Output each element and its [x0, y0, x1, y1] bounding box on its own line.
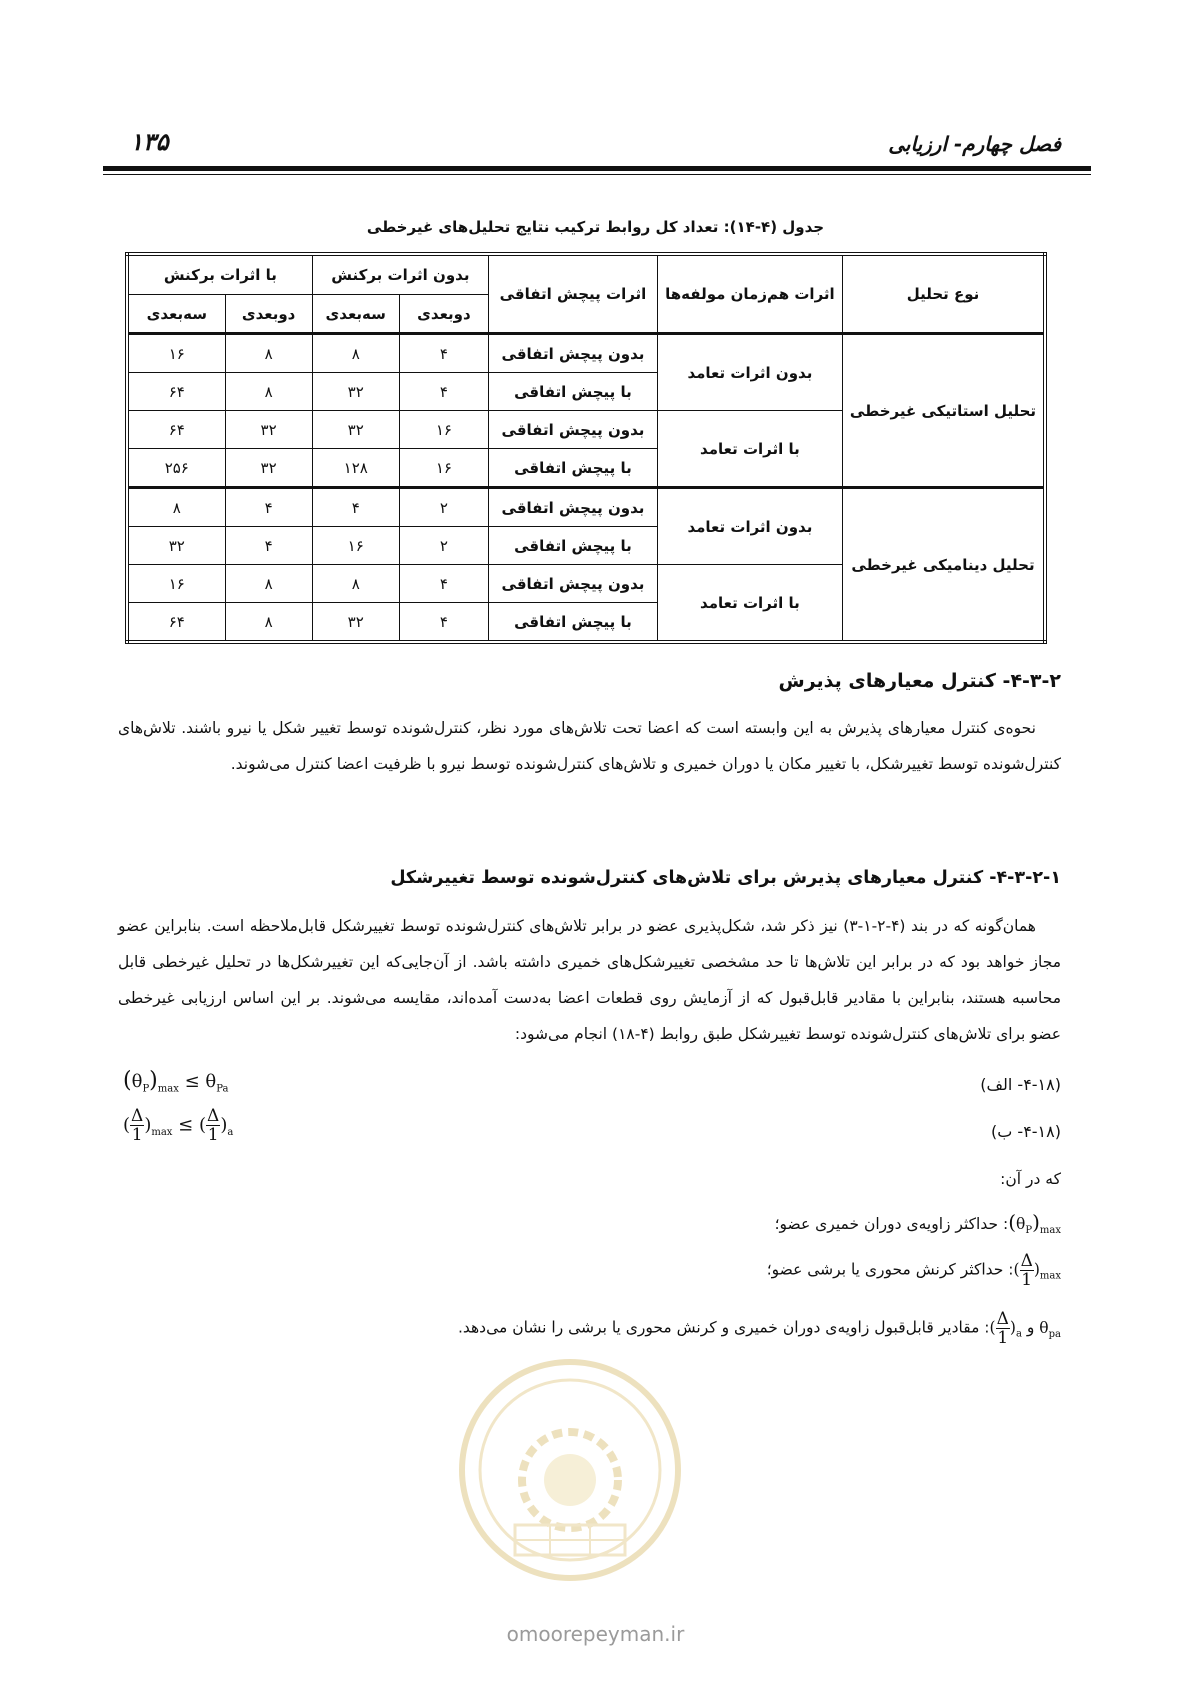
- value-cell: ۱۶: [312, 527, 399, 565]
- value-cell: ۶۴: [127, 603, 225, 643]
- torsion-cell: با پیچش اتفاقی: [489, 527, 658, 565]
- value-cell: ۸: [225, 373, 312, 411]
- header-rule-thin: [103, 174, 1091, 175]
- value-cell: ۳۲: [312, 373, 399, 411]
- value-cell: ۴: [225, 527, 312, 565]
- theta-symbol: θ: [131, 1071, 143, 1092]
- subsection-paragraph: همان‌گونه که در بند (۴-۲-۱-۳) نیز ذکر شد، شکل‌پذیری عضو در برابر تلاش‌های کنترل‌شونده توسط تغییرشکل قابل‌ملاحظه است. بنابراین عضو مجاز خواهد بود که در برابر این تلاش‌ها تا حد مشخصی تغییرشکل‌های خمیری داشته باشد. از آن‌جایی‌که این تغییرشکل‌ها در تحلیل غیرخطی قابل محاسبه هستند، بنابراین با مقادیر قابل‌قبول که از آزمایش روی قطعات اعضا به‌دست آمده‌اند، مقایسه می‌شوند. بر این اساس ارزیابی غیرخطی عضو برای تلاش‌های کنترل‌شونده توسط تغییرشکل طبق روابط (۴-۱۸) انجام می‌شود:: [118, 917, 1061, 1043]
- value-cell: ۴: [225, 488, 312, 527]
- header-analysis-type: نوع تحلیل: [842, 254, 1045, 334]
- analysis-type-cell: تحلیل دینامیکی غیرخطی: [842, 488, 1045, 643]
- header-two-d: دوبعدی: [225, 295, 312, 334]
- value-cell: ۴: [399, 565, 488, 603]
- watermark-url: omoorepeyman.ir: [506, 1622, 685, 1646]
- header-three-d: سه‌بعدی: [312, 295, 399, 334]
- page-number: ۱۳۵: [130, 128, 169, 156]
- torsion-cell: بدون پیچش اتفاقی: [489, 411, 658, 449]
- torsion-cell: با پیچش اتفاقی: [489, 449, 658, 488]
- value-cell: ۱۶: [127, 334, 225, 373]
- watermark-seal: [455, 1355, 685, 1585]
- value-cell: ۶۴: [127, 373, 225, 411]
- value-cell: ۶۴: [127, 411, 225, 449]
- torsion-cell: بدون پیچش اتفاقی: [489, 334, 658, 373]
- concurrent-effects-cell: با اثرات تعامد: [657, 411, 842, 488]
- value-cell: ۸: [225, 334, 312, 373]
- section-heading: ۴-۳-۲- کنترل معیارهای پذیرش: [778, 670, 1061, 692]
- definition-allowable: $\theta_{pa}$ و ( $\frac{\Delta}{1}$ )$_a$: مقادیر قابل‌قبول زاویه‌ی دوران خمیری و کرنش محوری یا برشی را نشان می‌دهد.: [457, 1309, 1061, 1348]
- value-cell: ۲۵۶: [127, 449, 225, 488]
- value-cell: ۸: [225, 603, 312, 643]
- delta-over-one: $\frac{\Delta}{1}$: [131, 1106, 144, 1145]
- torsion-cell: بدون پیچش اتفاقی: [489, 488, 658, 527]
- header-without-uplift: بدون اثرات برکنش: [312, 254, 488, 295]
- definition-theta: $(\theta_P)_{max}$: حداکثر زاویه‌ی دوران خمیری عضو؛: [774, 1210, 1061, 1237]
- value-cell: ۴: [399, 334, 488, 373]
- table-row: [127, 488, 1045, 527]
- value-cell: ۴: [312, 488, 399, 527]
- header-two-d: دوبعدی: [399, 295, 488, 334]
- header-three-d: سه‌بعدی: [127, 295, 225, 334]
- equation-b: ( $\frac{\Delta}{1}$ )$_{max}$ ≤ ( $\frac{\Delta}{1}$ )$_a$: [123, 1106, 234, 1145]
- header-torsion-effects: اثرات پیچش اتفاقی: [489, 254, 658, 334]
- value-cell: ۱۶: [127, 565, 225, 603]
- equation-b-label: (۴-۱۸- ب): [991, 1122, 1061, 1141]
- header-concurrent-effects: اثرات هم‌زمان مولفه‌ها: [657, 254, 842, 334]
- header-with-uplift: با اثرات برکنش: [127, 254, 312, 295]
- table-caption: جدول (۴-۱۴): تعداد کل روابط ترکیب نتایج تحلیل‌های غیرخطی: [366, 218, 825, 236]
- value-cell: ۳۲: [225, 449, 312, 488]
- torsion-cell: بدون پیچش اتفاقی: [489, 565, 658, 603]
- value-cell: ۴: [399, 373, 488, 411]
- chapter-title: فصل چهارم- ارزیابی: [888, 132, 1061, 156]
- analysis-type-cell: تحلیل استاتیکی غیرخطی: [842, 334, 1045, 488]
- header-rule: [103, 166, 1091, 171]
- value-cell: ۸: [312, 334, 399, 373]
- definition-strain: ( $\frac{\Delta}{1}$ )$_{max}$: حداکثر کرنش محوری یا برشی عضو؛: [766, 1251, 1061, 1290]
- value-cell: ۲: [399, 527, 488, 565]
- leq-symbol: ≤: [184, 1071, 200, 1092]
- value-cell: ۸: [127, 488, 225, 527]
- value-cell: ۴: [399, 603, 488, 643]
- value-cell: ۳۲: [127, 527, 225, 565]
- results-table: [125, 252, 1047, 644]
- value-cell: ۳۲: [312, 411, 399, 449]
- definitions-intro: که در آن:: [1000, 1170, 1061, 1188]
- value-cell: ۳۲: [312, 603, 399, 643]
- table-header-row: [127, 254, 1045, 295]
- value-cell: ۱۶: [399, 411, 488, 449]
- concurrent-effects-cell: بدون اثرات تعامد: [657, 488, 842, 565]
- value-cell: ۸: [225, 565, 312, 603]
- table-row: [127, 334, 1045, 373]
- equation-a-label: (۴-۱۸- الف): [980, 1075, 1061, 1094]
- value-cell: ۲: [399, 488, 488, 527]
- value-cell: ۸: [312, 565, 399, 603]
- section-paragraph: نحوه‌ی کنترل معیارهای پذیرش به این وابسته است که اعضا تحت تلاش‌های مورد نظر، کنترل‌شونده توسط تغییر شکل یا نیرو باشند. تلاش‌های کنترل‌شونده توسط تغییرشکل، با تغییر مکان یا دوران خمیری و تلاش‌های کنترل‌شونده توسط نیرو با ظرفیت اعضا کنترل می‌شوند.: [118, 719, 1061, 773]
- torsion-cell: با پیچش اتفاقی: [489, 373, 658, 411]
- torsion-cell: با پیچش اتفاقی: [489, 603, 658, 643]
- subsection-heading: ۴-۳-۲-۱- کنترل معیارهای پذیرش برای تلاش‌های کنترل‌شونده توسط تغییرشکل: [390, 868, 1061, 888]
- value-cell: ۱۶: [399, 449, 488, 488]
- concurrent-effects-cell: بدون اثرات تعامد: [657, 334, 842, 411]
- value-cell: ۱۲۸: [312, 449, 399, 488]
- concurrent-effects-cell: با اثرات تعامد: [657, 565, 842, 643]
- equation-a: $(\theta_P)_{max} \le \theta_{Pa}$: [123, 1068, 229, 1095]
- value-cell: ۳۲: [225, 411, 312, 449]
